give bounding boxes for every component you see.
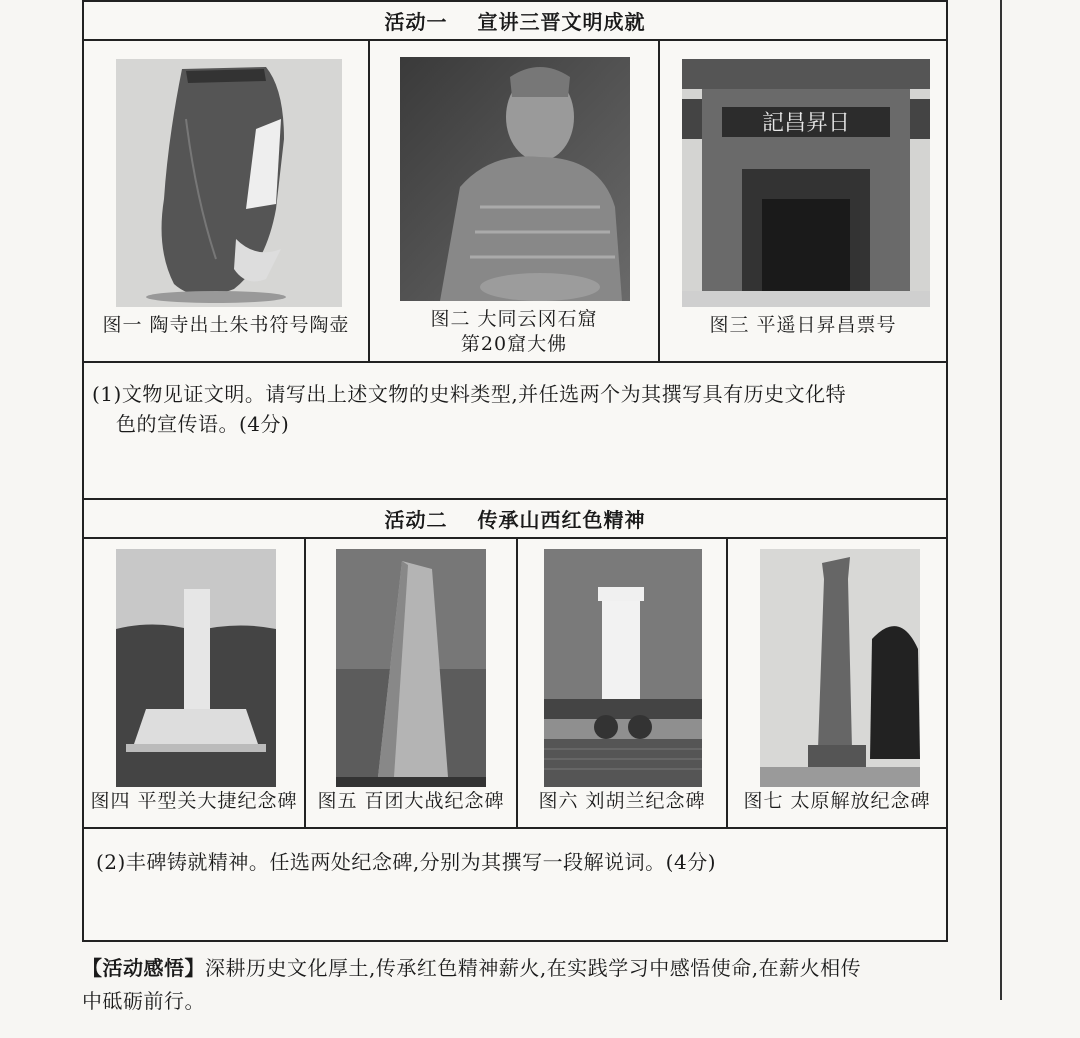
figure-seven-cell — [728, 539, 946, 827]
figure-two-caption-line1: 图二 大同云冈石窟 — [430, 308, 598, 330]
figure-two-cell — [370, 41, 660, 361]
activity-two-title: 传承山西红色精神 — [477, 508, 646, 532]
figure-two-caption-line2: 第20窟大佛 — [460, 333, 568, 355]
activity-reflection — [82, 952, 962, 1018]
question-two — [84, 829, 946, 877]
baituan-obelisk-photo — [336, 549, 486, 787]
activity-one-number: 活动一 — [384, 10, 448, 34]
question-one — [84, 363, 946, 439]
activity-one-figures — [84, 41, 946, 363]
figure-five-cell — [306, 539, 518, 827]
page-margin-line — [1000, 0, 1002, 1000]
pottery-jar-photo — [116, 59, 342, 307]
figure-six-cell — [518, 539, 728, 827]
reflection-line2: 中砥砺前行。 — [82, 989, 205, 1013]
figure-four-cell — [84, 539, 306, 827]
activity-two-figures — [84, 539, 946, 829]
figure-one-cell — [84, 41, 370, 361]
pingxingguan-monument-photo — [116, 549, 276, 787]
activity-two-number: 活动二 — [384, 508, 448, 532]
figure-six-caption: 图六 刘胡兰纪念碑 — [538, 790, 706, 812]
figure-one-caption: 图一 陶寺出土朱书符号陶壶 — [102, 314, 350, 336]
figure-seven-caption: 图七 太原解放纪念碑 — [743, 790, 931, 812]
historic-building-photo — [682, 59, 930, 307]
figure-three-cell — [660, 41, 946, 361]
taiyuan-liberation-monument-photo — [760, 549, 920, 787]
liuhulan-monument-photo — [544, 549, 702, 787]
question-two-text: (2)丰碑铸就精神。任选两处纪念碑,分别为其撰写一段解说词。(4分) — [96, 850, 717, 874]
activity-one-title: 宣讲三晋文明成就 — [477, 10, 646, 34]
question-one-line1: (1)文物见证文明。请写出上述文物的史料类型,并任选两个为其撰写具有历史文化特 — [92, 382, 847, 406]
building-sign-text: 記昌昇日 — [761, 111, 851, 136]
figure-five-caption: 图五 百团大战纪念碑 — [317, 790, 505, 812]
activity-one-header — [84, 2, 946, 41]
question-one-line2: 色的宣传语。(4分) — [116, 412, 290, 436]
buddha-statue-photo — [400, 57, 630, 301]
activity-one-section — [82, 0, 948, 500]
activity-two-header — [84, 500, 946, 539]
activity-two-section — [82, 500, 948, 942]
reflection-line1: 深耕历史文化厚土,传承红色精神薪火,在实践学习中感悟使命,在薪火相传 — [205, 956, 862, 980]
figure-four-caption: 图四 平型关大捷纪念碑 — [90, 790, 298, 812]
reflection-tag: 【活动感悟】 — [82, 956, 205, 980]
figure-three-caption: 图三 平遥日昇昌票号 — [709, 314, 897, 336]
